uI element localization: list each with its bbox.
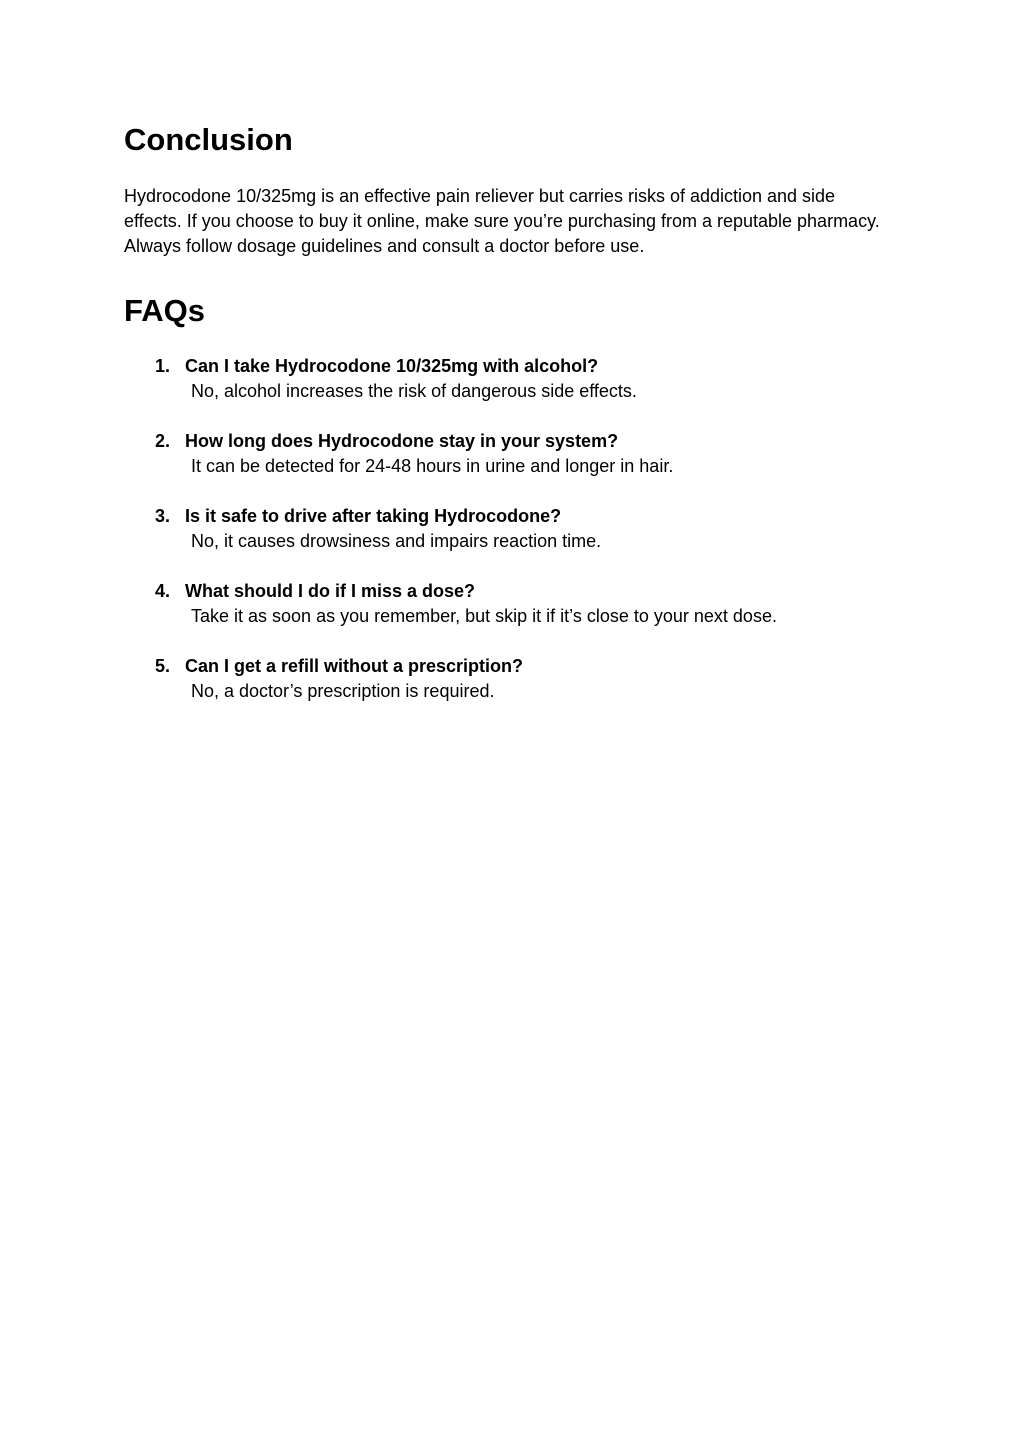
faq-answer: No, a doctor’s prescription is required. xyxy=(191,681,495,701)
faq-number: 5. xyxy=(155,656,171,676)
conclusion-paragraph: Hydrocodone 10/325mg is an effective pain reliever but carries risks of addiction and side effects. If you choose to buy it online, make sure you’re purchasing from a reputable pharmacy. Always follow dosage guidelines and consult a doctor before use. xyxy=(124,186,880,256)
faq-answer: Take it as soon as you remember, but skip it if it’s close to your next dose. xyxy=(191,606,777,626)
faq-question: What should I do if I miss a dose? xyxy=(185,581,476,601)
faq-question: Can I get a refill without a prescription? xyxy=(185,656,524,676)
faq-answer: It can be detected for 24-48 hours in urine and longer in hair. xyxy=(191,456,674,476)
faq-item xyxy=(124,654,884,704)
document-content xyxy=(124,118,884,729)
faq-question: Is it safe to drive after taking Hydrocodone? xyxy=(185,506,562,526)
faq-question: How long does Hydrocodone stay in your system? xyxy=(185,431,619,451)
faq-number: 4. xyxy=(155,581,171,601)
faq-answer: No, alcohol increases the risk of dangerous side effects. xyxy=(191,381,637,401)
conclusion-heading: Conclusion xyxy=(124,122,293,157)
faq-list xyxy=(124,354,884,704)
faq-number: 3. xyxy=(155,506,171,526)
faq-item xyxy=(124,354,884,404)
faq-answer: No, it causes drowsiness and impairs reaction time. xyxy=(191,531,602,551)
faq-number: 1. xyxy=(155,356,171,376)
faq-number: 2. xyxy=(155,431,171,451)
faq-item xyxy=(124,429,884,479)
faq-item xyxy=(124,579,884,629)
faq-question: Can I take Hydrocodone 10/325mg with alcohol? xyxy=(185,356,599,376)
faq-item xyxy=(124,504,884,554)
faqs-heading: FAQs xyxy=(124,293,205,328)
